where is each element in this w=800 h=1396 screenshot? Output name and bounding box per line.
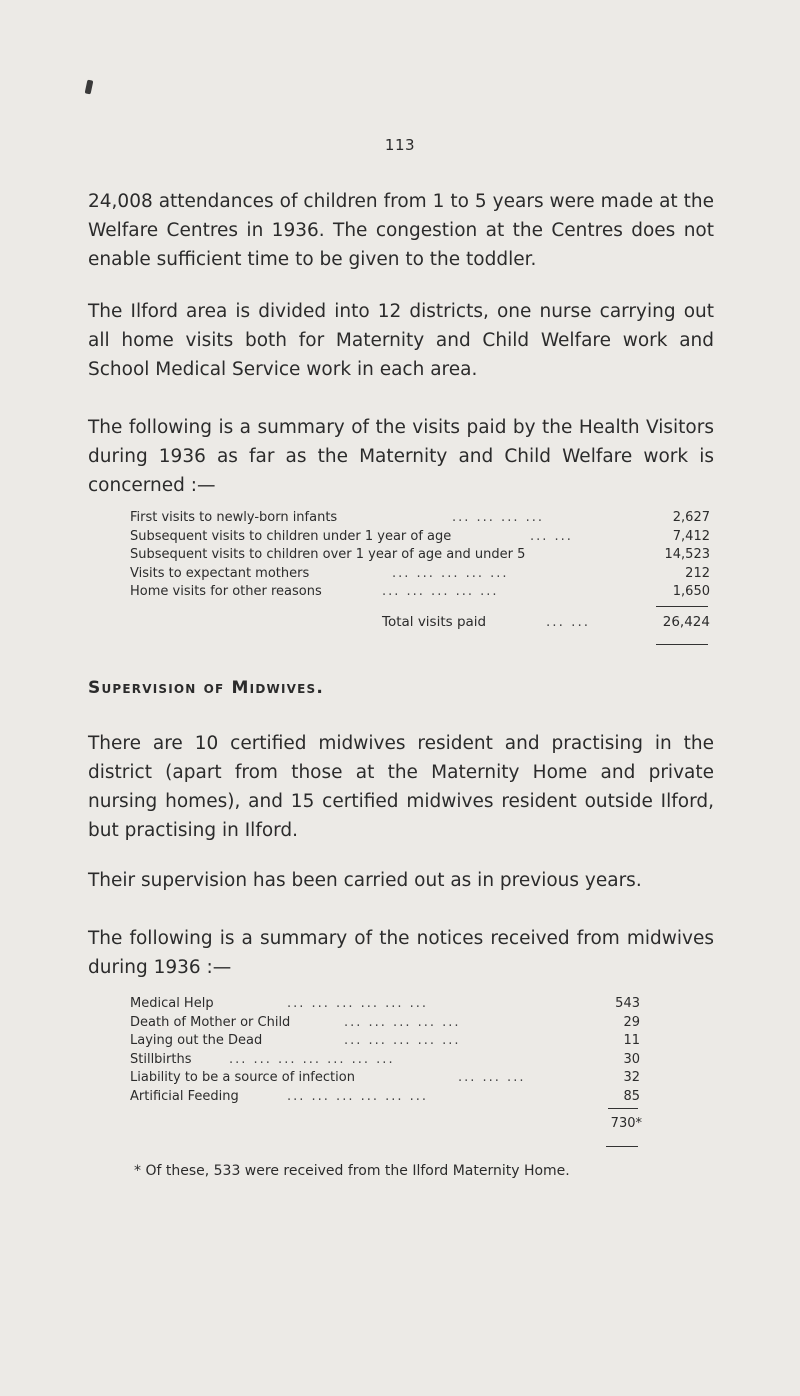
table-row [130,565,710,584]
row-value: 14,523 [664,547,710,562]
row-value: 11 [623,1033,640,1048]
scan-mark [85,80,94,95]
table-row [130,1051,640,1070]
total-underline [656,644,708,645]
total-underline [606,1146,638,1147]
row-label: Medical Help [130,996,214,1011]
row-value: 32 [623,1070,640,1085]
table-row [130,995,640,1014]
paragraph-attendances: 24,008 attendances of children from 1 to 5 years were made at the Welfare Centres in 1936. The congestion at the Centres does not enable sufficient time to be given to the toddler. [88,191,714,270]
table-row [130,1088,640,1107]
table-row [130,1032,640,1051]
table-row [130,583,710,602]
row-label: Laying out the Dead [130,1033,263,1048]
row-label: Artificial Feeding [130,1088,239,1104]
table-row [130,509,710,528]
row-leader-dots: ... ... ... ... ... [344,1033,461,1048]
total-value: 26,424 [662,614,710,630]
paragraph-notices-intro: The following is a summary of the notices received from midwives during 1936 :— [88,928,714,978]
row-label: Death of Mother or Child [130,1014,291,1030]
visits-table [130,509,710,602]
row-leader-dots: ... ... ... ... ... ... ... [229,1051,395,1067]
row-value: 212 [685,565,710,581]
row-label: Stillbirths [130,1051,192,1067]
paragraph-supervision: Their supervision has been carried out as in previous years. [88,870,642,891]
row-value: 2,627 [672,510,710,525]
row-leader-dots: ... ... ... ... ... ... [287,1088,429,1104]
table-row [130,1014,640,1033]
row-label: Subsequent visits to children over 1 year of age and under 5 [130,547,526,562]
row-leader-dots: ... ... [530,528,573,544]
table-row [130,528,710,547]
row-leader-dots: ... ... ... ... ... [382,584,499,599]
row-value: 543 [615,996,640,1011]
row-value: 85 [623,1088,640,1104]
page-number: 113 [384,136,416,154]
row-leader-dots: ... ... ... ... ... [344,1014,461,1030]
sum-rule [608,1108,638,1109]
row-leader-dots: ... ... ... ... ... ... [287,996,429,1011]
total-leader-dots: ... ... [546,614,591,630]
paragraph-midwives: There are 10 certified midwives resident and practising in the district (apart from those at the Maternity Home and private nursing homes), and 15 certified midwives resident outside Ilford, but practising in Ilford. [88,733,714,841]
row-label: First visits to newly-born infants [130,510,338,525]
sum-rule [656,606,708,607]
section-heading: Supervision of Midwives. [88,678,324,698]
total-label: Total visits paid [382,614,487,630]
total-value: 730* [610,1116,642,1131]
row-leader-dots: ... ... ... [458,1070,526,1085]
paragraph-districts: The Ilford area is divided into 12 districts, one nurse carrying out all home visits both for Maternity and Child Welfare work and School Medical Service work in each area. [88,301,714,380]
row-value: 30 [623,1051,640,1067]
row-value: 7,412 [672,528,710,544]
table-row [130,1069,640,1088]
row-value: 1,650 [672,584,710,599]
row-label: Liability to be a source of infection [130,1070,355,1085]
notices-table [130,995,640,1106]
footnote: * Of these, 533 were received from the Ilford Maternity Home. [134,1163,570,1179]
paragraph-visits-intro: The following is a summary of the visits paid by the Health Visitors during 1936 as far as the Maternity and Child Welfare work is concerned :— [88,417,714,496]
row-value: 29 [623,1014,640,1030]
table-row [130,546,710,565]
row-leader-dots: ... ... ... ... [452,510,544,525]
row-label: Visits to expectant mothers [130,565,310,581]
row-label: Subsequent visits to children under 1 year of age [130,528,452,544]
row-label: Home visits for other reasons [130,584,322,599]
row-leader-dots: ... ... ... ... ... [392,565,509,581]
